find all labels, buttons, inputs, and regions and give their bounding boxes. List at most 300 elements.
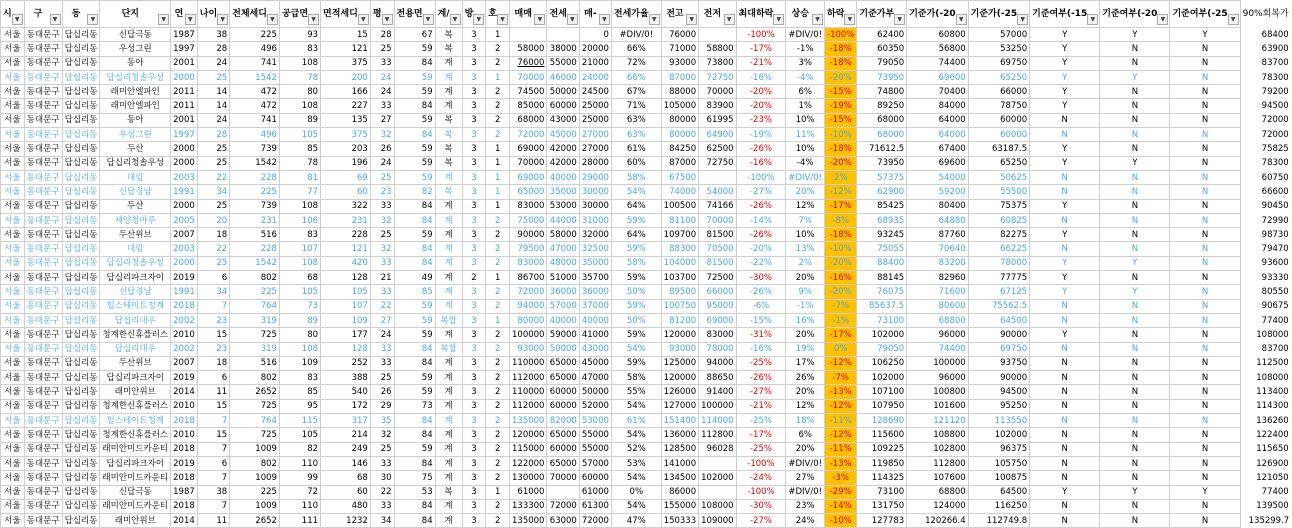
table-cell[interactable]: 100000 (510, 328, 547, 342)
table-cell[interactable]: N (1170, 113, 1240, 127)
table-cell[interactable]: -26% (736, 199, 786, 213)
table-cell[interactable]: 87000 (661, 156, 698, 170)
table-cell[interactable]: 청계한신휴플러스 (100, 428, 171, 442)
table-cell[interactable]: 64000 (907, 128, 968, 142)
table-cell[interactable]: 25 (370, 442, 394, 456)
table-cell[interactable]: 107950 (857, 399, 907, 413)
table-cell[interactable]: 802 (230, 371, 280, 385)
table-cell[interactable]: -15% (825, 113, 857, 127)
table-cell[interactable]: 30000 (579, 185, 611, 199)
table-cell[interactable]: 3 (462, 514, 486, 528)
table-cell[interactable]: 1 (486, 28, 510, 42)
table-cell[interactable]: 3 (462, 328, 486, 342)
table-cell[interactable]: #DIV/0! (786, 170, 825, 184)
table-cell[interactable]: 47% (611, 514, 661, 528)
table-cell[interactable]: 115650 (1256, 444, 1289, 455)
table-cell[interactable]: 228 (230, 242, 280, 256)
table-cell[interactable]: 225 (230, 185, 280, 199)
table-cell[interactable]: 89 (279, 313, 320, 327)
table-cell[interactable]: 72750 (699, 70, 736, 84)
table-cell[interactable]: -11% (825, 414, 857, 428)
table-cell[interactable]: 66% (611, 70, 661, 84)
table-cell[interactable]: 1987 (171, 485, 198, 499)
table-cell[interactable]: 계 (435, 170, 462, 184)
table-cell[interactable]: 계 (435, 285, 462, 299)
table-cell[interactable]: Y (1030, 142, 1100, 156)
table-cell[interactable]: 84 (394, 199, 435, 213)
table-cell[interactable]: -27% (736, 514, 786, 528)
table-cell[interactable]: 67400 (907, 142, 968, 156)
table-cell[interactable]: -20% (825, 256, 857, 270)
table-cell[interactable]: 127000 (661, 399, 698, 413)
table-cell[interactable]: 복합 (435, 342, 462, 356)
table-cell[interactable]: 3 (462, 42, 486, 56)
table-cell[interactable]: 68000 (857, 113, 907, 127)
table-cell[interactable]: 203 (321, 142, 371, 156)
table-cell[interactable]: 서울 (1, 213, 25, 227)
table-cell[interactable]: 68800 (907, 485, 968, 499)
table-cell[interactable]: 94000 (510, 299, 547, 313)
table-cell[interactable]: 79200 (1261, 86, 1289, 97)
column-header[interactable] (62, 1, 100, 28)
table-cell[interactable]: 40000 (579, 313, 611, 327)
table-cell[interactable]: 472 (230, 99, 280, 113)
table-cell[interactable]: 답십리동 (62, 56, 100, 70)
table-cell[interactable]: N (1100, 99, 1170, 113)
table-cell[interactable]: 77400 (1261, 315, 1289, 326)
table-cell[interactable]: 동대문구 (24, 56, 62, 70)
table-cell[interactable]: 115 (279, 414, 320, 428)
table-cell[interactable]: 80000 (510, 313, 547, 327)
table-cell[interactable]: 73100 (857, 313, 907, 327)
column-header[interactable] (394, 1, 435, 28)
table-cell[interactable]: 35000 (579, 256, 611, 270)
table-cell[interactable]: 66000 (699, 285, 736, 299)
filter-dropdown-icon[interactable]: ▼ (567, 14, 578, 25)
table-cell[interactable]: 61% (611, 414, 661, 428)
table-cell[interactable]: Y (1030, 271, 1100, 285)
table-cell[interactable]: 두산위브 (100, 228, 171, 242)
table-cell[interactable]: 84 (394, 356, 435, 370)
table-cell[interactable]: 2% (786, 256, 825, 270)
table-cell[interactable]: 95250 (968, 399, 1029, 413)
column-header[interactable] (857, 1, 907, 28)
table-cell[interactable]: 802 (230, 456, 280, 470)
table-cell[interactable]: N (1100, 328, 1170, 342)
table-cell[interactable]: 2002 (171, 342, 198, 356)
table-cell[interactable]: 65000 (547, 456, 579, 470)
table-cell[interactable]: 725 (230, 428, 280, 442)
table-cell[interactable]: 3 (462, 414, 486, 428)
column-header[interactable] (24, 1, 62, 28)
table-cell[interactable]: 64500 (968, 485, 1029, 499)
table-cell[interactable]: 47000 (579, 371, 611, 385)
table-cell[interactable]: 102800 (907, 442, 968, 456)
table-cell[interactable]: 2000 (171, 199, 198, 213)
table-cell[interactable]: 516 (230, 228, 280, 242)
table-cell[interactable]: 답십리동 (62, 356, 100, 370)
column-header[interactable] (661, 1, 698, 28)
table-cell[interactable]: 3 (462, 113, 486, 127)
table-cell[interactable]: 동대문구 (24, 199, 62, 213)
table-cell[interactable]: 대림 (100, 170, 171, 184)
table-cell[interactable]: N (1100, 356, 1170, 370)
table-cell[interactable]: 32000 (579, 228, 611, 242)
table-cell[interactable]: 420 (321, 256, 371, 270)
table-cell[interactable]: 84 (394, 242, 435, 256)
table-cell[interactable]: 44000 (547, 213, 579, 227)
table-cell[interactable]: 66600 (1261, 186, 1289, 197)
table-cell[interactable]: 88300 (661, 242, 698, 256)
table-cell[interactable]: 계 (435, 228, 462, 242)
table-cell[interactable]: 계 (435, 442, 462, 456)
table-cell[interactable]: 22 (370, 485, 394, 499)
table-cell[interactable]: 복 (435, 113, 462, 127)
table-cell[interactable]: 계 (435, 256, 462, 270)
table-cell[interactable]: 2001 (171, 56, 198, 70)
table-cell[interactable]: 86700 (510, 271, 547, 285)
table-cell[interactable]: 25 (370, 371, 394, 385)
table-cell[interactable]: 130000 (510, 471, 547, 485)
table-cell[interactable]: N (1030, 213, 1100, 227)
table-cell[interactable]: 96028 (699, 442, 736, 456)
table-cell[interactable]: 답십리동 (62, 242, 100, 256)
table-cell[interactable]: N (1170, 99, 1240, 113)
table-cell[interactable]: 46000 (547, 70, 579, 84)
table-cell[interactable]: N (1170, 42, 1240, 56)
table-cell[interactable]: 17% (786, 356, 825, 370)
column-header[interactable] (825, 1, 857, 28)
table-cell[interactable]: 63187.5 (968, 142, 1029, 156)
table-cell[interactable]: 59 (394, 385, 435, 399)
table-cell[interactable]: 72750 (699, 156, 736, 170)
table-cell[interactable]: 90675 (1261, 301, 1289, 312)
table-cell[interactable]: 계 (435, 471, 462, 485)
table-cell[interactable]: 16% (786, 313, 825, 327)
table-cell[interactable]: 55500 (968, 185, 1029, 199)
table-cell[interactable]: 28000 (579, 156, 611, 170)
table-cell[interactable]: 답십리동 (62, 414, 100, 428)
table-cell[interactable]: -23% (736, 113, 786, 127)
table-cell[interactable]: 대림 (100, 242, 171, 256)
table-cell[interactable]: 14 (197, 99, 229, 113)
table-cell[interactable]: 78 (279, 70, 320, 84)
table-cell[interactable]: 24 (370, 156, 394, 170)
table-cell[interactable]: N (1100, 342, 1170, 356)
table-cell[interactable]: N (1100, 442, 1170, 456)
table-cell[interactable]: 1 (486, 199, 510, 213)
table-cell[interactable]: 3 (462, 228, 486, 242)
table-cell[interactable]: 23 (197, 342, 229, 356)
table-cell[interactable]: 64500 (968, 313, 1029, 327)
table-cell[interactable]: 93 (279, 28, 320, 42)
table-cell[interactable]: 20% (786, 385, 825, 399)
table-cell[interactable]: 105 (279, 128, 320, 142)
table-cell[interactable]: 동대문구 (24, 385, 62, 399)
table-cell[interactable]: N (1170, 456, 1240, 470)
table-cell[interactable]: 120000 (661, 328, 698, 342)
filter-dropdown-icon[interactable]: ▼ (87, 14, 98, 25)
table-cell[interactable]: 67500 (661, 170, 698, 184)
table-cell[interactable]: 77 (279, 185, 320, 199)
table-cell[interactable]: 서울 (1, 99, 25, 113)
table-cell[interactable]: 214 (321, 428, 371, 442)
table-cell[interactable]: 답십리동 (62, 485, 100, 499)
table-cell[interactable]: 3 (462, 199, 486, 213)
table-cell[interactable]: N (1170, 128, 1240, 142)
table-cell[interactable]: 100875 (968, 471, 1029, 485)
table-cell[interactable]: 33 (370, 256, 394, 270)
table-cell[interactable]: 108000 (699, 499, 736, 513)
table-cell[interactable]: 60 (321, 185, 371, 199)
table-cell[interactable]: 계 (435, 56, 462, 70)
table-cell[interactable]: N (1170, 342, 1240, 356)
table-cell[interactable]: 53250 (968, 42, 1029, 56)
table-cell[interactable]: 94500 (968, 385, 1029, 399)
table-cell[interactable]: 103700 (661, 271, 698, 285)
table-cell[interactable]: 66000 (968, 85, 1029, 99)
table-cell[interactable]: 15 (197, 428, 229, 442)
table-cell[interactable]: 60825 (968, 213, 1029, 227)
table-cell[interactable]: N (1030, 442, 1100, 456)
table-cell[interactable]: 84 (394, 213, 435, 227)
table-cell[interactable]: 답십리파크자이 (100, 371, 171, 385)
table-cell[interactable]: 109 (279, 356, 320, 370)
column-header[interactable] (321, 1, 371, 28)
table-cell[interactable]: 89500 (661, 285, 698, 299)
table-cell[interactable]: 복 (435, 128, 462, 142)
column-header[interactable] (279, 1, 320, 28)
table-cell[interactable]: 동대문구 (24, 99, 62, 113)
table-cell[interactable]: N (1030, 371, 1100, 385)
table-cell[interactable]: Y (1100, 156, 1170, 170)
table-cell[interactable]: -7% (825, 371, 857, 385)
table-cell[interactable]: 49 (394, 271, 435, 285)
table-cell[interactable]: 85 (279, 385, 320, 399)
table-cell[interactable]: 59% (611, 328, 661, 342)
table-cell[interactable]: N (1170, 428, 1240, 442)
table-cell[interactable]: 복 (435, 142, 462, 156)
table-cell[interactable]: 3 (462, 471, 486, 485)
table-cell[interactable]: 3 (462, 485, 486, 499)
table-cell[interactable]: 59 (394, 313, 435, 327)
table-cell[interactable]: 3 (462, 456, 486, 470)
table-cell[interactable]: 답십리동 (62, 285, 100, 299)
table-cell[interactable]: 3 (462, 70, 486, 84)
table-cell[interactable]: 25 (370, 228, 394, 242)
table-cell[interactable]: 24 (370, 328, 394, 342)
table-cell[interactable]: 68 (279, 271, 320, 285)
table-cell[interactable]: 76000 (661, 28, 698, 42)
table-cell[interactable]: 53 (394, 485, 435, 499)
table-cell[interactable]: 동대문구 (24, 514, 62, 528)
table-cell[interactable]: 33 (370, 56, 394, 70)
table-cell[interactable]: 64000 (907, 113, 968, 127)
table-cell[interactable]: 답십리동 (62, 342, 100, 356)
table-cell[interactable]: 7 (197, 471, 229, 485)
table-cell[interactable]: 답십리동 (62, 328, 100, 342)
table-cell[interactable]: 82275 (968, 228, 1029, 242)
table-cell[interactable]: 2014 (171, 385, 198, 399)
table-cell[interactable]: -17% (825, 328, 857, 342)
table-cell[interactable]: -7% (825, 299, 857, 313)
table-cell[interactable]: -26% (736, 142, 786, 156)
table-cell[interactable]: 105750 (968, 456, 1029, 470)
table-cell[interactable]: 80600 (907, 299, 968, 313)
table-cell[interactable]: 2 (486, 456, 510, 470)
table-cell[interactable]: N (1100, 185, 1170, 199)
table-cell[interactable]: N (1170, 471, 1240, 485)
table-cell[interactable]: -20% (825, 70, 857, 84)
table-cell[interactable]: 110000 (510, 385, 547, 399)
table-cell[interactable]: 41000 (579, 328, 611, 342)
table-cell[interactable]: 83200 (907, 256, 968, 270)
table-cell[interactable]: 동대문구 (24, 356, 62, 370)
table-cell[interactable]: N (1100, 456, 1170, 470)
table-cell[interactable]: 20% (786, 185, 825, 199)
table-cell[interactable]: 3 (462, 28, 486, 42)
table-cell[interactable] (699, 485, 736, 499)
table-cell[interactable]: N (1030, 342, 1100, 356)
table-cell[interactable]: 2001 (171, 113, 198, 127)
table-cell[interactable]: 23 (197, 313, 229, 327)
table-cell[interactable]: 34 (370, 514, 394, 528)
table-cell[interactable]: 동대문구 (24, 456, 62, 470)
table-cell[interactable]: 81200 (661, 313, 698, 327)
table-cell[interactable]: 3 (462, 156, 486, 170)
table-cell[interactable]: -17% (736, 42, 786, 56)
table-cell[interactable]: 115600 (857, 428, 907, 442)
table-cell[interactable]: 1542 (230, 70, 280, 84)
table-cell[interactable]: 78000 (699, 342, 736, 356)
table-cell[interactable]: 94500 (1261, 101, 1289, 112)
table-cell[interactable]: 62900 (857, 185, 907, 199)
table-cell[interactable]: 135000 (510, 514, 547, 528)
table-cell[interactable]: -12% (825, 185, 857, 199)
table-cell[interactable]: -100% (736, 28, 786, 42)
table-cell[interactable]: 답십리동 (62, 128, 100, 142)
table-cell[interactable]: 90000 (968, 328, 1029, 342)
table-cell[interactable]: 96000 (907, 371, 968, 385)
table-cell[interactable]: 75000 (510, 213, 547, 227)
table-cell[interactable]: 135000 (510, 414, 547, 428)
table-cell[interactable]: 3 (462, 342, 486, 356)
table-cell[interactable]: 76000 (510, 56, 547, 70)
table-cell[interactable]: 100750 (661, 299, 698, 313)
table-cell[interactable]: N (1100, 514, 1170, 528)
table-cell[interactable]: 2018 (171, 442, 198, 456)
table-cell[interactable]: N (1030, 471, 1100, 485)
table-cell[interactable]: 우성그린 (100, 128, 171, 142)
table-cell[interactable]: 80550 (1261, 286, 1289, 297)
table-cell[interactable]: 2011 (171, 85, 198, 99)
table-cell[interactable]: 27 (370, 113, 394, 127)
table-cell[interactable]: 29 (370, 399, 394, 413)
table-cell[interactable]: N (1100, 199, 1170, 213)
table-cell[interactable]: 복합 (435, 313, 462, 327)
table-cell[interactable]: 25000 (579, 99, 611, 113)
table-cell[interactable]: 91400 (699, 385, 736, 399)
table-cell[interactable]: 2 (486, 399, 510, 413)
table-cell[interactable]: 100500 (661, 199, 698, 213)
table-cell[interactable]: 78000 (968, 256, 1029, 270)
table-cell[interactable]: N (1100, 313, 1170, 327)
table-cell[interactable]: 58% (611, 170, 661, 184)
table-cell[interactable]: 72000 (1261, 115, 1289, 126)
filter-dropdown-icon[interactable]: ▼ (217, 14, 228, 25)
table-cell[interactable]: 42000 (547, 142, 579, 156)
table-cell[interactable]: 252 (321, 356, 371, 370)
table-cell[interactable]: 동대문구 (24, 328, 62, 342)
table-cell[interactable]: N (1100, 42, 1170, 56)
table-cell[interactable]: 120000 (510, 428, 547, 442)
table-cell[interactable]: 79500 (510, 242, 547, 256)
table-cell[interactable]: 3 (462, 399, 486, 413)
table-cell[interactable]: 70000 (510, 70, 547, 84)
table-cell[interactable]: 36000 (547, 285, 579, 299)
table-cell[interactable]: 래미안미드카운티 (100, 499, 171, 513)
table-cell[interactable]: 서울 (1, 185, 25, 199)
table-cell[interactable]: 복 (435, 185, 462, 199)
table-cell[interactable]: Y (1030, 156, 1100, 170)
table-cell[interactable]: 84 (394, 514, 435, 528)
table-cell[interactable]: 55% (611, 385, 661, 399)
table-cell[interactable]: -100% (736, 456, 786, 470)
table-cell[interactable]: 18 (197, 356, 229, 370)
table-cell[interactable]: N (1100, 414, 1170, 428)
table-cell[interactable]: 115000 (510, 442, 547, 456)
table-cell[interactable]: 11 (197, 514, 229, 528)
table-cell[interactable]: 71% (611, 99, 661, 113)
table-cell[interactable]: 55000 (579, 442, 611, 456)
table-cell[interactable]: 11 (197, 385, 229, 399)
table-cell[interactable]: 36000 (579, 285, 611, 299)
table-cell[interactable]: 2% (825, 170, 857, 184)
table-cell[interactable]: 69 (321, 170, 371, 184)
table-cell[interactable]: 146 (321, 456, 371, 470)
table-cell[interactable]: 128 (321, 342, 371, 356)
table-cell[interactable]: -3% (825, 471, 857, 485)
table-cell[interactable]: 136000 (661, 428, 698, 442)
table-cell[interactable]: N (1100, 299, 1170, 313)
table-cell[interactable]: 77400 (1261, 487, 1289, 498)
table-cell[interactable]: 83000 (699, 328, 736, 342)
filter-dropdown-icon[interactable]: ▼ (599, 14, 610, 25)
table-cell[interactable]: 79050 (857, 342, 907, 356)
table-cell[interactable]: 답십리동 (62, 228, 100, 242)
table-cell[interactable]: 110000 (510, 356, 547, 370)
table-cell[interactable]: 서울 (1, 485, 25, 499)
table-cell[interactable]: 84 (394, 99, 435, 113)
table-cell[interactable]: 서울 (1, 56, 25, 70)
table-cell[interactable]: N (1030, 499, 1100, 513)
table-cell[interactable]: 답십리동 (62, 70, 100, 84)
table-cell[interactable]: 1997 (171, 128, 198, 142)
table-cell[interactable]: 24 (370, 70, 394, 84)
table-cell[interactable]: 힐스테이트청계 (100, 414, 171, 428)
table-cell[interactable]: 서울 (1, 156, 25, 170)
table-cell[interactable]: 496 (230, 128, 280, 142)
table-cell[interactable]: -10% (825, 128, 857, 142)
table-cell[interactable]: 108 (279, 56, 320, 70)
table-cell[interactable]: -29% (825, 485, 857, 499)
table-cell[interactable]: 53000 (547, 199, 579, 213)
table-cell[interactable]: 동대문구 (24, 185, 62, 199)
table-cell[interactable]: 86000 (661, 485, 698, 499)
table-cell[interactable]: 동대문구 (24, 313, 62, 327)
table-cell[interactable]: -12% (825, 399, 857, 413)
table-cell[interactable]: 10% (786, 142, 825, 156)
